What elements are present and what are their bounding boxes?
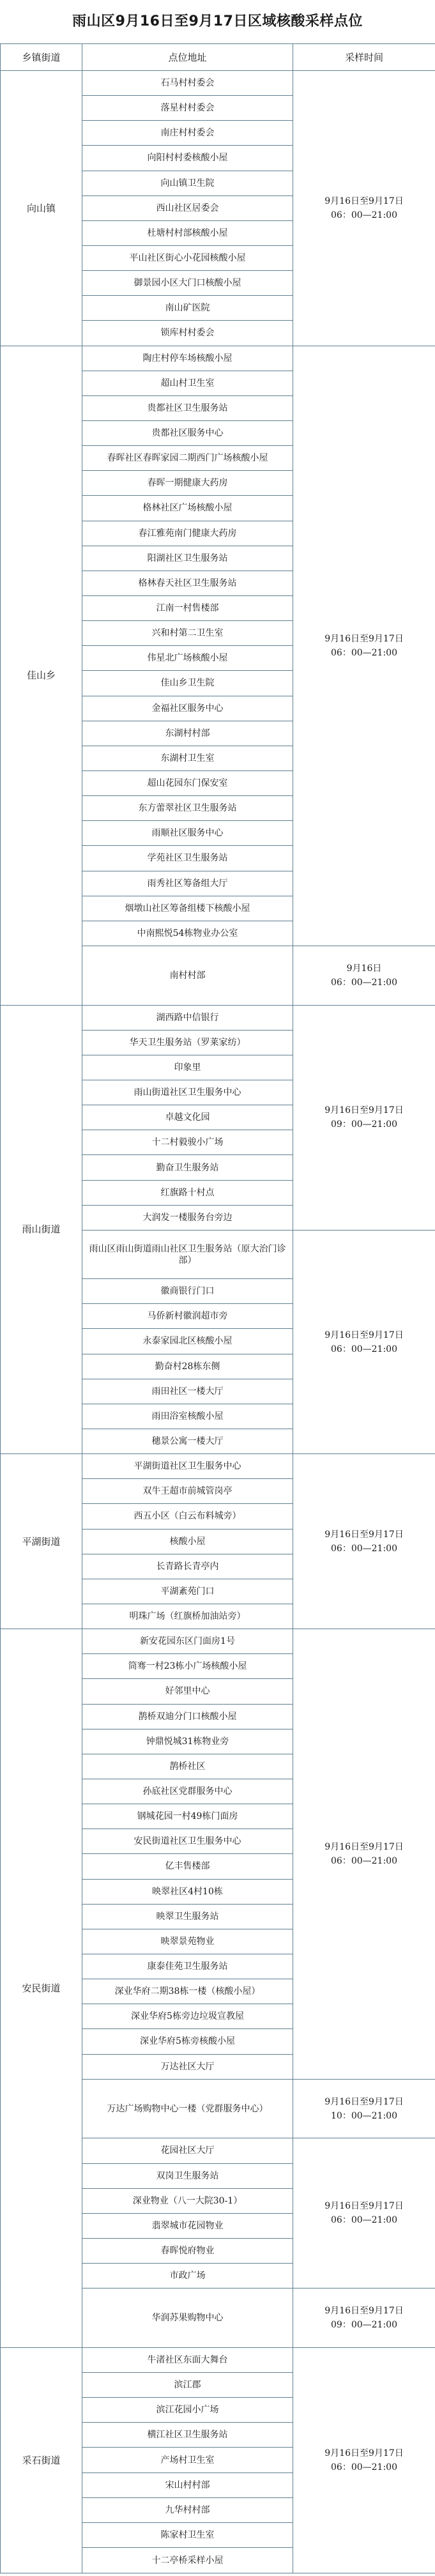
site-cell: 映翠社区4村10栋 xyxy=(82,1879,293,1904)
site-cell: 孙底社区党群服务中心 xyxy=(82,1779,293,1804)
site-cell: 格林社区广场核酸小屋 xyxy=(82,496,293,521)
site-cell: 永泰家园北区核酸小屋 xyxy=(82,1329,293,1354)
site-cell: 石马村村委会 xyxy=(82,71,293,96)
table-row xyxy=(1,2347,435,2372)
site-cell: 春晖悦府物业 xyxy=(82,2238,293,2263)
site-cell: 牛渚社区东面大舞台 xyxy=(82,2347,293,2372)
street-cell: 平湖街道 xyxy=(1,1454,82,1629)
site-cell: 筒骞一村23栋小广场核酸小屋 xyxy=(82,1654,293,1679)
site-cell: 陶庄村停车场核酸小屋 xyxy=(82,346,293,371)
site-cell: 雨山区雨山街道雨山社区卫生服务站（原大治门诊部） xyxy=(82,1230,293,1278)
site-cell: 九华村村部 xyxy=(82,2497,293,2522)
site-cell: 南庄村村委会 xyxy=(82,121,293,146)
site-cell: 深业华府5栋旁边垃圾宣教屋 xyxy=(82,2004,293,2029)
site-cell: 落星村村委会 xyxy=(82,96,293,121)
site-cell: 雨秀社区筹备组大厅 xyxy=(82,871,293,896)
site-cell: 南村村部 xyxy=(82,946,293,1005)
site-cell: 金福社区服务中心 xyxy=(82,696,293,721)
site-cell: 雨顺社区服务中心 xyxy=(82,821,293,846)
site-cell: 兴和村第二卫生室 xyxy=(82,621,293,646)
time-cell: 9月16日至9月17日 06：00—21:00 xyxy=(293,1629,435,2080)
site-cell: 穗景公寓一楼大厅 xyxy=(82,1429,293,1453)
site-cell: 烟墩山社区筹备组楼下核酸小屋 xyxy=(82,896,293,921)
time-cell: 9月16日至9月17日 09：00—21:00 xyxy=(293,2288,435,2348)
site-cell: 超山村卫生室 xyxy=(82,371,293,395)
site-cell: 马侨新村徽润超市旁 xyxy=(82,1304,293,1329)
site-cell: 雨田浴室核酸小屋 xyxy=(82,1404,293,1429)
time-cell: 9月16日至9月17日 06：00—21:00 xyxy=(293,2138,435,2288)
site-cell: 产场村卫生室 xyxy=(82,2448,293,2472)
street-cell: 向山镇 xyxy=(1,71,82,346)
site-cell: 钢城花园一村49栋门面房 xyxy=(82,1804,293,1829)
table-row xyxy=(1,1629,435,1654)
site-cell: 杜塘村村部核酸小屋 xyxy=(82,220,293,245)
site-cell: 卓越文化园 xyxy=(82,1105,293,1130)
site-cell: 红旗路十村点 xyxy=(82,1180,293,1205)
site-cell: 核酸小屋 xyxy=(82,1529,293,1554)
site-cell: 华天卫生服务站（罗莱家纺） xyxy=(82,1030,293,1055)
site-cell: 康泰佳苑卫生服务站 xyxy=(82,1954,293,1979)
site-cell: 中南熙悦54栋物业办公室 xyxy=(82,921,293,946)
site-cell: 双牛王超市前城管岗亭 xyxy=(82,1479,293,1504)
site-cell: 十二村毅骏小广场 xyxy=(82,1130,293,1155)
time-cell: 9月16日至9月17日 10：00—21:00 xyxy=(293,2079,435,2138)
time-cell: 9月16日至9月17日 09：00—21:00 xyxy=(293,1005,435,1230)
site-cell: 御景园小区大门口核酸小屋 xyxy=(82,271,293,296)
page-title: 雨山区9月16日至9月17日区域核酸采样点位 xyxy=(72,13,363,29)
site-cell: 江南一村售楼部 xyxy=(82,595,293,620)
site-cell: 东方蕾翠社区卫生服务站 xyxy=(82,796,293,821)
site-cell: 万达社区大厅 xyxy=(82,2054,293,2079)
street-cell: 采石街道 xyxy=(1,2347,82,2573)
site-cell: 陈家村卫生室 xyxy=(82,2522,293,2547)
site-cell: 大润发一楼服务台旁边 xyxy=(82,1205,293,1230)
site-cell: 双岗卫生服务站 xyxy=(82,2163,293,2188)
site-cell: 向山镇卫生院 xyxy=(82,171,293,195)
site-cell: 贵都社区卫生服务站 xyxy=(82,395,293,420)
site-cell: 湖西路中信银行 xyxy=(82,1005,293,1030)
street-cell: 雨山街道 xyxy=(1,1005,82,1453)
site-cell: 十二亭桥采样小屋 xyxy=(82,2548,293,2573)
site-cell: 鹊桥社区 xyxy=(82,1754,293,1779)
site-cell: 雨田社区一楼大厅 xyxy=(82,1379,293,1404)
header-street: 乡镇街道 xyxy=(1,44,82,71)
site-cell: 宋山村村部 xyxy=(82,2472,293,2497)
site-cell: 深业华府5栋旁核酸小屋 xyxy=(82,2029,293,2054)
site-cell: 长青路长青亭内 xyxy=(82,1554,293,1579)
site-cell: 华润苏果购物中心 xyxy=(82,2288,293,2348)
street-cell: 佳山乡 xyxy=(1,346,82,1005)
site-cell: 南山矿医院 xyxy=(82,296,293,321)
time-cell: 9月16日至9月17日 06：00—21:00 xyxy=(293,2347,435,2573)
time-cell: 9月16日至9月17日 06：00—21:00 xyxy=(293,1230,435,1453)
site-cell: 东湖村卫生室 xyxy=(82,746,293,770)
site-cell: 滨江郡 xyxy=(82,2373,293,2398)
site-cell: 深业华府二期38栋一楼（核酸小屋） xyxy=(82,1979,293,2004)
table-row xyxy=(1,1005,435,1030)
site-cell: 锁库村村委会 xyxy=(82,321,293,346)
site-cell: 伟星北广场核酸小屋 xyxy=(82,646,293,671)
site-cell: 新安花园东区门面房1号 xyxy=(82,1629,293,1654)
header-time: 采样时间 xyxy=(293,44,435,71)
site-cell: 平湖街道社区卫生服务中心 xyxy=(82,1454,293,1479)
site-cell: 平山社区街心小花园核酸小屋 xyxy=(82,245,293,270)
site-cell: 贵都社区服务中心 xyxy=(82,420,293,445)
site-cell: 西五小区（白云布料城旁） xyxy=(82,1504,293,1529)
site-cell: 春江雅苑南门健康大药房 xyxy=(82,521,293,546)
site-cell: 阳湖社区卫生服务站 xyxy=(82,546,293,571)
site-cell: 好邻里中心 xyxy=(82,1679,293,1704)
site-cell: 深业物业（八一大院30-1） xyxy=(82,2188,293,2213)
site-cell: 滨江花园小广场 xyxy=(82,2398,293,2423)
site-cell: 钟鼎悦城31栋物业旁 xyxy=(82,1729,293,1754)
site-cell: 鹊桥双迪分门口核酸小屋 xyxy=(82,1704,293,1729)
site-cell: 雨山街道社区卫生服务中心 xyxy=(82,1080,293,1105)
table-row xyxy=(1,71,435,96)
site-cell: 安民街道社区卫生服务中心 xyxy=(82,1829,293,1854)
site-cell: 万达广场购物中心一楼（党群服务中心） xyxy=(82,2079,293,2138)
time-cell: 9月16日至9月17日 06：00—21:00 xyxy=(293,346,435,946)
site-cell: 向阳村村委核酸小屋 xyxy=(82,146,293,171)
site-cell: 印象里 xyxy=(82,1055,293,1080)
time-cell: 9月16日 06：00—21:00 xyxy=(293,946,435,1005)
site-cell: 映翠景苑物业 xyxy=(82,1929,293,1954)
time-cell: 9月16日至9月17日 06：00—21:00 xyxy=(293,1454,435,1629)
table-row xyxy=(1,1454,435,1479)
site-cell: 东湖村村部 xyxy=(82,721,293,746)
site-cell: 春晖一期健康大药房 xyxy=(82,471,293,496)
site-cell: 映翠卫生服务站 xyxy=(82,1904,293,1929)
site-cell: 花园社区大厅 xyxy=(82,2138,293,2163)
table-row xyxy=(1,346,435,371)
site-cell: 亿丰售楼部 xyxy=(82,1854,293,1879)
site-cell: 佳山乡卫生院 xyxy=(82,671,293,696)
header-site: 点位地址 xyxy=(82,44,293,71)
site-cell: 市政广场 xyxy=(82,2264,293,2288)
site-cell: 明珠广场（红旗桥加油站旁） xyxy=(82,1604,293,1629)
site-cell: 勤奋卫生服务站 xyxy=(82,1155,293,1180)
time-cell: 9月16日至9月17日 06：00—21:00 xyxy=(293,71,435,346)
site-cell: 学苑社区卫生服务站 xyxy=(82,846,293,871)
site-cell: 徽商银行门口 xyxy=(82,1279,293,1304)
site-cell: 春晖社区春晖家园二期西门广场核酸小屋 xyxy=(82,446,293,471)
site-cell: 横江社区卫生服务站 xyxy=(82,2423,293,2448)
site-cell: 勤奋村28栋东侧 xyxy=(82,1354,293,1379)
street-cell: 安民街道 xyxy=(1,1629,82,2348)
site-cell: 西山社区居委会 xyxy=(82,195,293,220)
header-row xyxy=(1,44,435,71)
site-cell: 超山花园东门保安室 xyxy=(82,770,293,795)
site-cell: 平湖紊苑门口 xyxy=(82,1579,293,1604)
sampling-sites-table xyxy=(0,43,435,2573)
site-cell: 格林春天社区卫生服务站 xyxy=(82,571,293,595)
site-cell: 翡翠城市花园物业 xyxy=(82,2213,293,2238)
